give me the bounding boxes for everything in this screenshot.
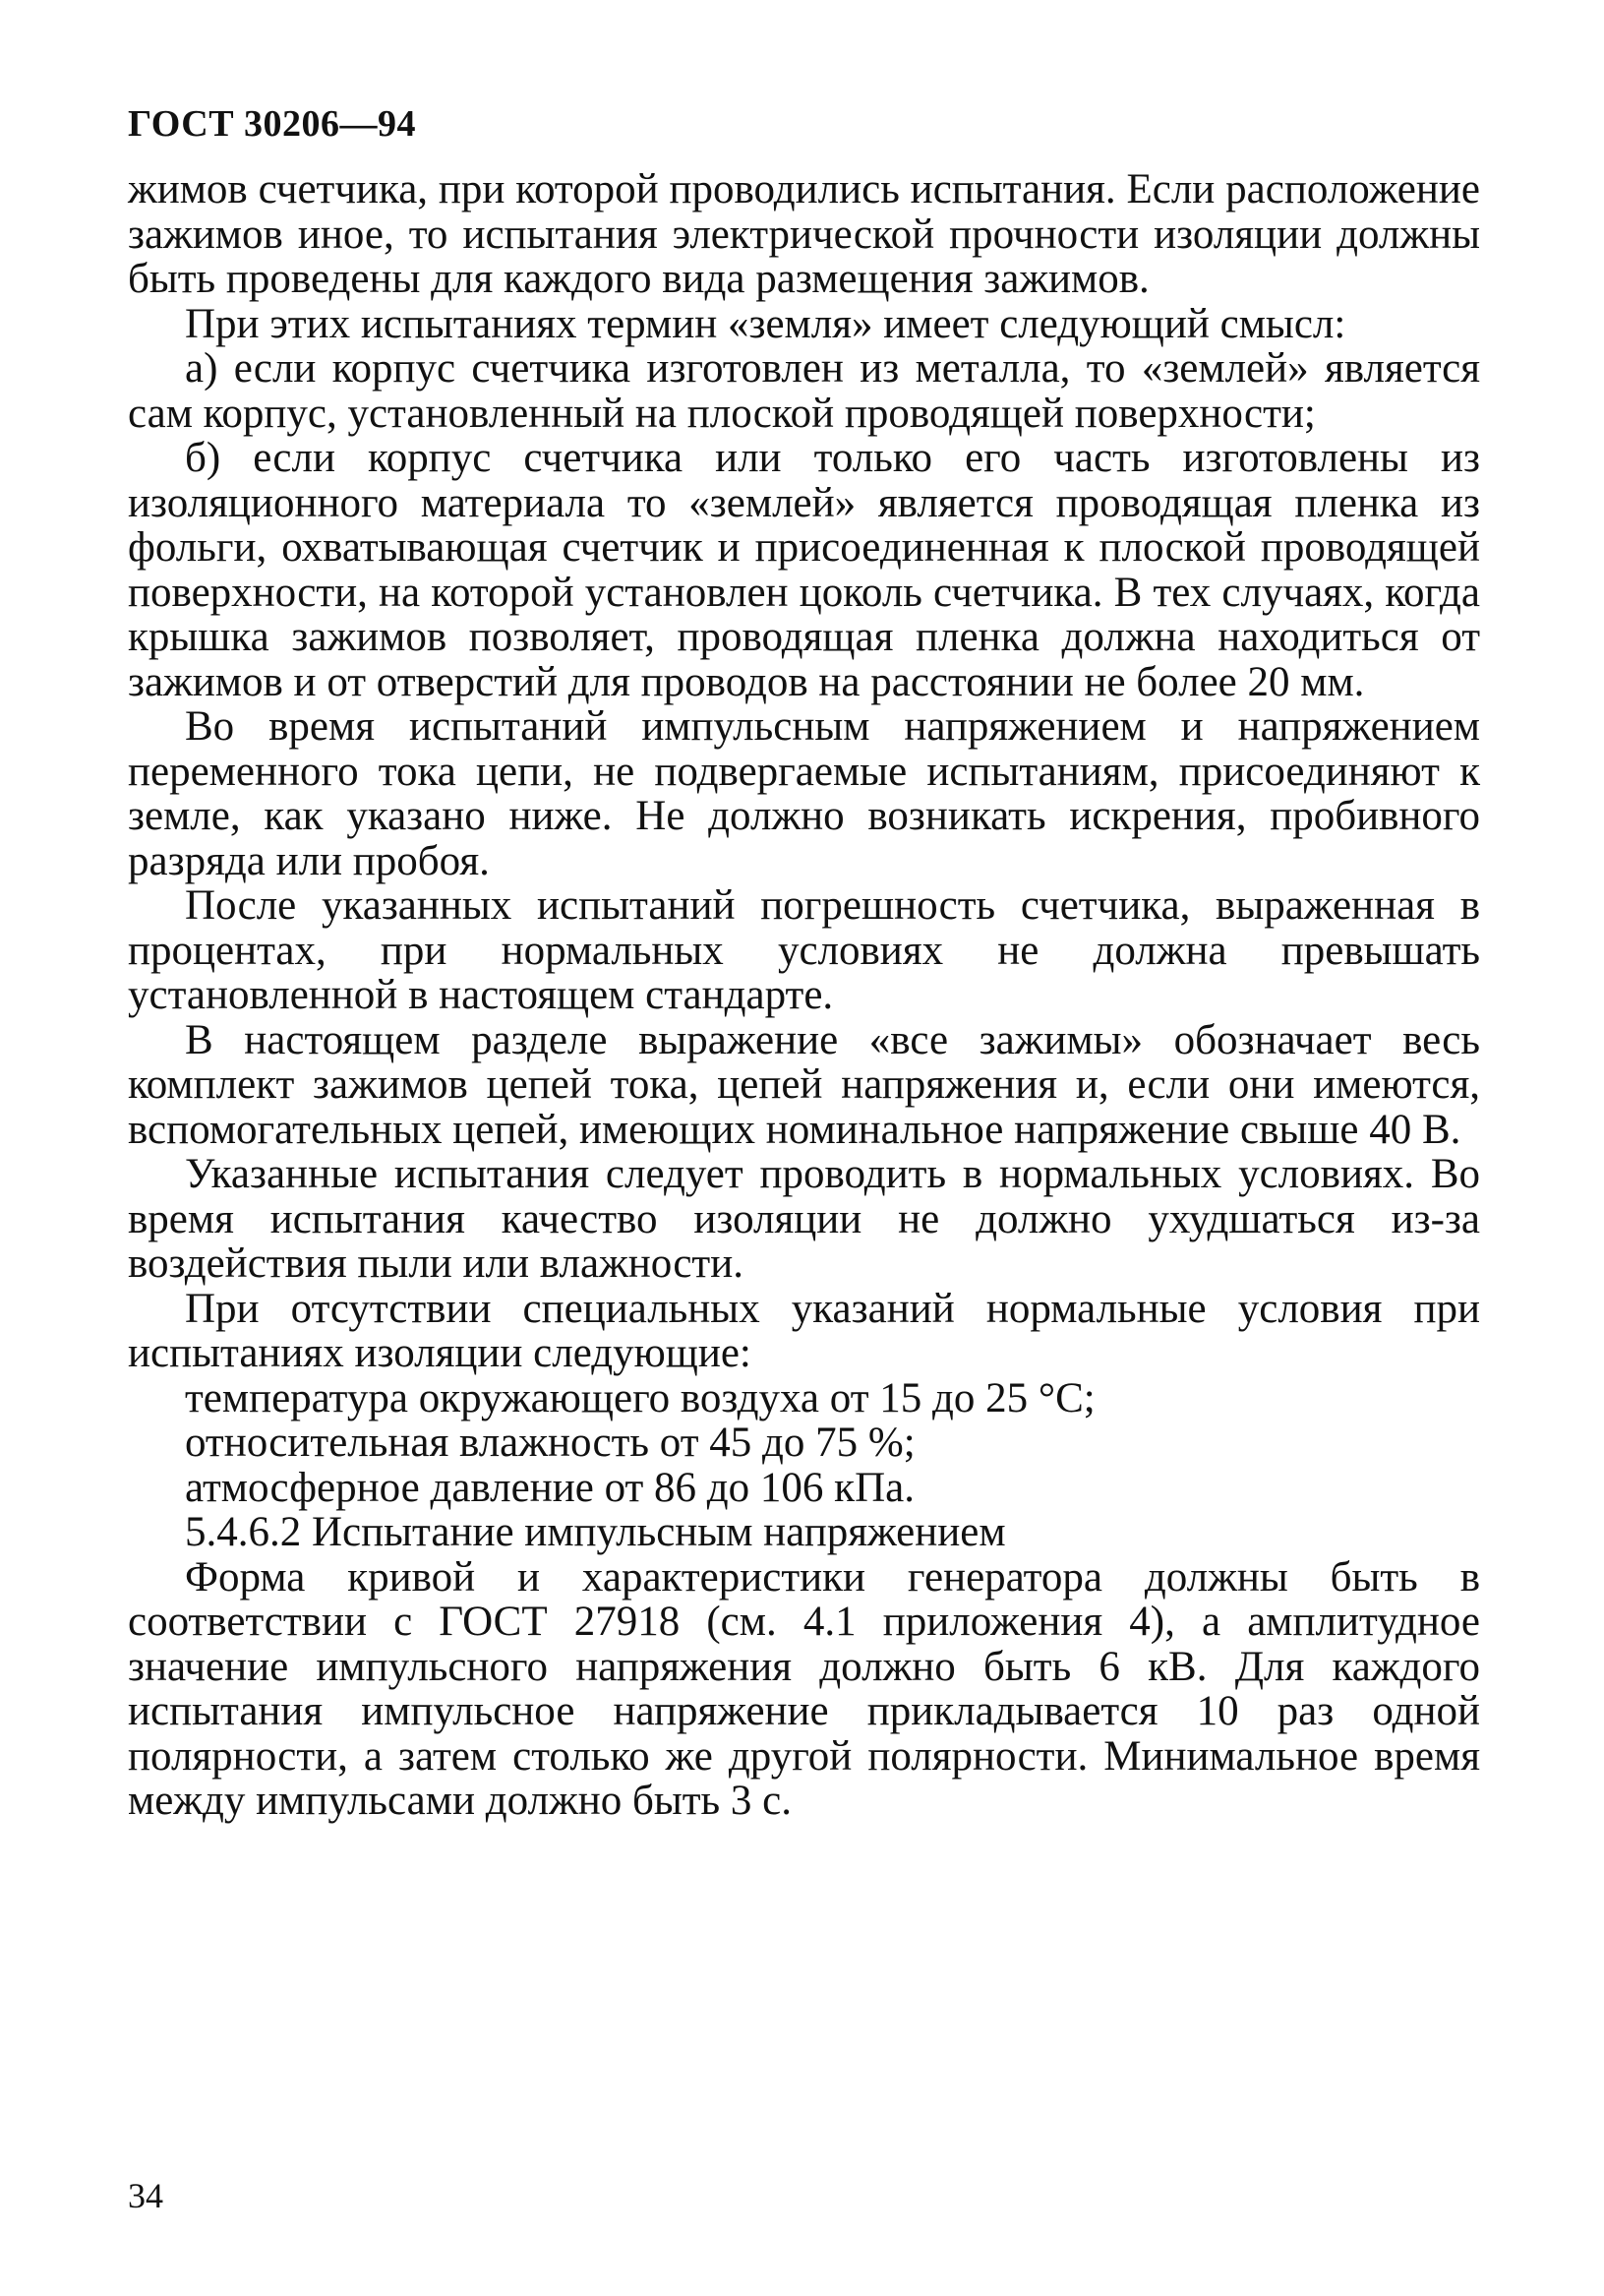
paragraph-impulse-test: Форма кривой и характеристики генератора должны быть в соответствии с ГОСТ 27918 (см. 4.1 приложения 4), а амплитудное значение импульсного напряжения должно быть 6 кВ. Для каждого испытания импульсное напряжение прикладывается 10 раз одной полярности, а затем столько же другой полярности. Минимальное время между импульсами должно быть 3 с. (128, 1553, 1480, 1824)
condition-pressure: атмосферное давление от 86 до 106 кПа. (185, 1464, 915, 1511)
condition-humidity: относительная влажность от 45 до 75 %; (185, 1420, 916, 1466)
paragraph-ground-term: При этих испытаниях термин «земля» имеет следующий смысл: (185, 300, 1346, 347)
paragraph-continuation: жимов счетчика, при которой проводились испытания. Если расположение зажимов иное, то испытания электрической прочности изоляции должны быть проведены для каждого вида размещения зажимов. (128, 166, 1480, 302)
paragraph-conditions-intro: При отсутствии специальных указаний нормальные условия при испытаниях изоляции следующие: (128, 1285, 1480, 1376)
page-number: 34 (128, 2176, 163, 2215)
paragraph-impulse-ac: Во время испытаний импульсным напряжением и напряжением переменного тока цепи, не подвергаемые испытаниям, присоединяют к земле, как указано ниже. Не должно возникать искрения, пробивного разряда или пробоя. (128, 703, 1480, 884)
section-heading-5-4-6-2: 5.4.6.2 Испытание импульсным напряжением (185, 1509, 1006, 1555)
paragraph-item-b: б) если корпус счетчика или только его часть изготовлены из изоляционного материала то «землей» является проводящая пленка из фольги, охватывающая счетчик и присоединенная к плоской проводящей поверхности, на которой установлен цоколь счетчика. В тех случаях, когда крышка зажимов позволяет, проводящая пленка должна находиться от зажимов и от отверстий для проводов на расстоянии не более 20 мм. (128, 435, 1480, 705)
condition-temperature: температура окружающего воздуха от 15 до 25 °С; (185, 1374, 1096, 1421)
paragraph-normal-conditions: Указанные испытания следует проводить в нормальных условиях. Во время испытания качество изоляции не должно ухудшаться из-за воздействия пыли или влажности. (128, 1151, 1480, 1287)
document-body (128, 167, 1480, 1824)
document-header: ГОСТ 30206—94 (128, 103, 417, 145)
paragraph-item-a: а) если корпус счетчика изготовлен из металла, то «землей» является сам корпус, установленный на плоской проводящей поверхности; (128, 345, 1480, 437)
paragraph-all-terminals: В настоящем разделе выражение «все зажимы» обозначает весь комплект зажимов цепей тока, цепей напряжения и, если они имеются, вспомогательных цепей, имеющих номинальное напряжение свыше 40 В. (128, 1016, 1480, 1153)
paragraph-error-after-tests: После указанных испытаний погрешность счетчика, выраженная в процентах, при нормальных условиях не должна превышать установленной в настоящем стандарте. (128, 882, 1480, 1018)
document-page (128, 98, 1480, 2243)
